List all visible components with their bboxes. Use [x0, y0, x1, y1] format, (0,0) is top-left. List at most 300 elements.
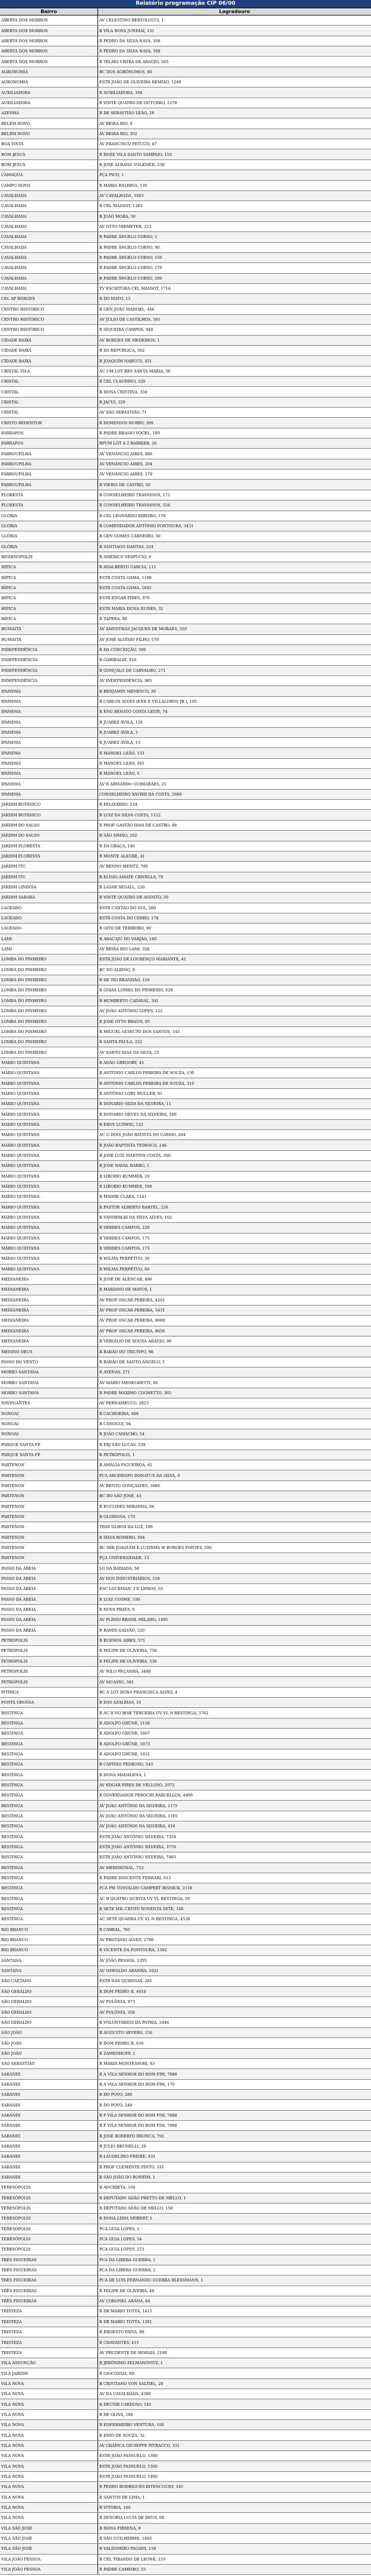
bairro-cell: MÁRIO QUINTANA — [0, 1234, 98, 1243]
table-row — [0, 1450, 371, 1460]
bairro-cell: NAVEGANTES — [0, 1398, 98, 1408]
logradouro-cell: R SETE MIL CENTO NOVENTA SETE, 140 — [99, 1907, 184, 1912]
bairro-cell: FARROUPILHA — [0, 469, 98, 479]
logradouro-cell: ESTR JOÃO ANTÔNIO SILVEIRA, 7318 — [99, 1834, 177, 1839]
logradouro-cell: R ANCHIETA, 160 — [99, 2185, 136, 2190]
table-row — [0, 459, 371, 469]
table-row — [0, 635, 371, 645]
bairro-cell: ABERTA DOS MORROS — [0, 15, 98, 25]
bairro-cell: HÍPICA — [0, 614, 98, 624]
bairro-cell: CEL AP BORGES — [0, 294, 98, 303]
logradouro-cell: R DOZE VILA SANTO SAMPAIO, 110 — [99, 152, 172, 157]
table-row — [0, 129, 371, 139]
table-row — [0, 2224, 371, 2234]
bairro-cell: RESTINGA — [0, 1914, 98, 1924]
bairro-cell: VILA NOVA — [0, 2441, 98, 2450]
logradouro-cell: R GIOCONDA, 89 — [99, 2371, 134, 2376]
bairro-cell: BELÉM NOVO — [0, 118, 98, 128]
table-row — [0, 1904, 371, 1914]
bairro-cell: TERESÓPOLIS — [0, 2234, 98, 2244]
logradouro-cell: R JOSÉ ALBANO VOLKMER, 230 — [99, 162, 165, 167]
table-header — [0, 8, 371, 15]
table-row — [0, 2131, 371, 2141]
bairro-cell: IPANEMA — [0, 779, 98, 788]
bairro-cell: MÁRIO QUINTANA — [0, 1192, 98, 1201]
logradouro-cell: R WILMA PERPÉTUO, 30 — [99, 1256, 150, 1262]
bairro-cell: CAVALHADA — [0, 253, 98, 262]
table-row — [0, 542, 371, 552]
bairro-cell: FARRAPOS — [0, 439, 98, 448]
logradouro-cell: R DOM PEDRO II, 4010 — [99, 1989, 146, 1994]
logradouro-cell: R SANTA PAULA, 222 — [99, 1040, 143, 1045]
logradouro-cell: R LIBORIO KUMMER, 20 — [99, 1173, 150, 1179]
logradouro-cell: PCA DA LIBERA GUERRA, 1 — [99, 2257, 156, 2262]
bairro-cell: VILA NOVA — [0, 2503, 98, 2512]
table-body — [0, 15, 371, 2576]
bairro-cell: SARANDI — [0, 2173, 98, 2182]
bairro-cell: RESTINGA — [0, 1894, 98, 1904]
bairro-cell: PARTENON — [0, 1553, 98, 1563]
bairro-cell: LOMBA DO PINHEIRO — [0, 965, 98, 975]
logradouro-cell: R CACHOEIRA, 488 — [99, 1411, 139, 1416]
bairro-cell: MÁRIO QUINTANA — [0, 1161, 98, 1170]
logradouro-cell: R JOSÉ LUIZ MARTINS COSTA, 306 — [99, 1153, 171, 1158]
bairro-cell: CAMAQUÃ — [0, 170, 98, 180]
bairro-cell: AGRONOMIA — [0, 77, 98, 87]
logradouro-cell: AV JOÃO ANTÔNIO LOPES, 122 — [99, 1009, 163, 1014]
logradouro-cell: R MARIA MONTESSORI, 83 — [99, 2061, 155, 2067]
table-row — [0, 2513, 371, 2523]
table-row — [0, 1811, 371, 1821]
table-row — [0, 2379, 371, 2389]
table-row — [0, 882, 371, 893]
logradouro-cell: AV VENÂNCIO AIRES, 178 — [99, 472, 153, 477]
table-row — [0, 1780, 371, 1791]
table-row — [0, 1336, 371, 1347]
logradouro-cell: R DO MATO, 13 — [99, 296, 131, 302]
bairro-cell: LAGEADO — [0, 903, 98, 913]
bairro-cell: CAVALHADA — [0, 274, 98, 283]
bairro-cell: LOMBA DO PINHEIRO — [0, 1047, 98, 1057]
bairro-cell: AGRONOMIA — [0, 67, 98, 77]
table-row — [0, 676, 371, 686]
logradouro-cell: ESTR JOÃO PASSUELO, 1400 — [99, 2474, 158, 2479]
bairro-cell: RESTINGA — [0, 1873, 98, 1883]
table-row — [0, 1120, 371, 1130]
logradouro-cell: R VALDOMIRO PAGANI, 150 — [99, 2546, 156, 2552]
logradouro-cell: R ARACAJÚ DO VARJÃO, 140 — [99, 936, 157, 941]
logradouro-cell: R GONÇALO DE CARVALHO, 271 — [99, 668, 166, 673]
bairro-cell: TRÊS FIGUEIRAS — [0, 2296, 98, 2306]
bairro-cell: CRISTAL — [0, 377, 98, 386]
logradouro-cell: ESTR JOÃO ANTÔNIO SILVEIRA, 7483 — [99, 1855, 177, 1860]
table-row — [0, 1140, 371, 1150]
bairro-cell: RESTINGA — [0, 1770, 98, 1779]
logradouro-cell: R MONTE ALEGRE, 41 — [99, 854, 145, 859]
table-row — [0, 1657, 371, 1667]
bairro-cell: HÍPICA — [0, 583, 98, 593]
bairro-cell: VILA JOÃO PESSOA — [0, 2555, 98, 2564]
bairro-cell: VILA NOVA — [0, 2389, 98, 2399]
logradouro-cell: R BENJAMIN MENESCO, 30 — [99, 688, 156, 694]
logradouro-cell: R JOSÉ OTTO BRAUN, 95 — [99, 1019, 150, 1024]
bairro-cell: RESTINGA — [0, 1749, 98, 1759]
bairro-cell: MÁRIO QUINTANA — [0, 1068, 98, 1078]
logradouro-cell: AV DOS INDUSTRIÁRIOS, 518 — [99, 1576, 160, 1582]
table-row — [0, 336, 371, 346]
logradouro-cell: R DOMINGOS RUBBO, 309 — [99, 420, 153, 425]
logradouro-cell: AV BENTO GONÇALVES, 3480 — [99, 1483, 160, 1488]
table-row — [0, 934, 371, 944]
logradouro-cell: R PADRE ÂNGELO CORSO, 90 — [99, 245, 160, 250]
table-row — [0, 717, 371, 727]
bairro-cell: TRISTEZA — [0, 2327, 98, 2337]
bairro-cell: LOMBA DO PINHEIRO — [0, 954, 98, 964]
table-row — [0, 666, 371, 676]
logradouro-cell: R DE SEBASTIÃO LEÃO, 28 — [99, 111, 155, 116]
logradouro-cell: R DEPUTADO ADÃO DE MELLO, 150 — [99, 2206, 173, 2211]
table-row — [0, 1254, 371, 1264]
bairro-cell: AUXILIADORA — [0, 87, 98, 97]
table-row — [0, 1316, 371, 1326]
table-row — [0, 1016, 371, 1026]
table-row — [0, 552, 371, 562]
logradouro-cell: R ADOLFO GRÜNE, 1156 — [99, 1720, 150, 1726]
logradouro-cell: R CEL LEONARDO RIBEIRO, 178 — [99, 513, 166, 518]
bairro-cell: SARANDI — [0, 2131, 98, 2140]
table-row — [0, 697, 371, 707]
bairro-cell: HIGIENÓPOLIS — [0, 552, 98, 562]
table-row — [0, 57, 371, 67]
logradouro-cell: R CHAVANTES, 415 — [99, 2340, 139, 2345]
bairro-cell: PARTENON — [0, 1460, 98, 1470]
bairro-cell: CIDADE BAIXA — [0, 356, 98, 365]
table-row — [0, 2028, 371, 2038]
table-row — [0, 1925, 371, 1935]
bairro-cell: PETRÓPOLIS — [0, 1677, 98, 1686]
table-row — [0, 1677, 371, 1687]
logradouro-cell: AV PROTÁSIO ALVES, 2700 — [99, 1938, 154, 1943]
bairro-cell: JARDIM DO SALSO — [0, 831, 98, 840]
logradouro-cell: R ADOLFO GRÜNE, 1067 — [99, 1731, 150, 1736]
logradouro-cell: R JUAREZ ÁVILA, 13 — [99, 740, 140, 746]
logradouro-cell: R PEDRO DA SILVA NAVA, 108 — [99, 49, 161, 54]
table-row — [0, 2524, 371, 2534]
bairro-cell: MORRO SANTANA — [0, 1367, 98, 1377]
table-row — [0, 263, 371, 273]
logradouro-cell: R LAUDELINO FREIRE, 431 — [99, 2154, 156, 2159]
table-row — [0, 232, 371, 242]
logradouro-cell: R DA REPÚBLICA, 382 — [99, 348, 145, 353]
bairro-cell: FARROUPILHA — [0, 459, 98, 469]
logradouro-cell: R CRISTIANO VON SALTIEL, 20 — [99, 2381, 164, 2386]
bairro-cell: MEDIANEIRA — [0, 1316, 98, 1325]
table-row — [0, 1667, 371, 1677]
bairro-cell: JARDIM SABARÁ — [0, 893, 98, 902]
table-row — [0, 108, 371, 118]
bairro-cell: INDEPENDÊNCIA — [0, 655, 98, 665]
logradouro-cell: PCA GUIA LOPES, 54 — [99, 2237, 142, 2242]
bairro-cell: VILA JOÃO PESSOA — [0, 2565, 98, 2574]
table-row — [0, 1574, 371, 1584]
table-row — [0, 903, 371, 913]
bairro-cell: CRISTAL — [0, 408, 98, 417]
bairro-cell: VILA JARDIM — [0, 2368, 98, 2378]
logradouro-cell: BC DO ALBINO, 8 — [99, 967, 135, 972]
logradouro-cell: AV DA CAVALHADA, 4380 — [99, 2392, 151, 2397]
logradouro-cell: R ERNY LUDWIG, 122 — [99, 1122, 144, 1127]
table-row — [0, 728, 371, 738]
logradouro-cell: TV ESCRITORA CEL MASSOT, 1714 — [99, 286, 171, 292]
logradouro-cell: RPUM LOT A 2 BARRIER, 26 — [99, 441, 157, 446]
logradouro-cell: R ENG RENATO COSTA LEITE, 74 — [99, 709, 168, 715]
bairro-cell: CRISTAL — [0, 387, 98, 396]
table-row — [0, 2430, 371, 2440]
table-row — [0, 831, 371, 841]
logradouro-cell: R ZAMENHOFF, 1 — [99, 2051, 136, 2056]
bairro-cell: MÁRIO QUINTANA — [0, 1140, 98, 1150]
table-row — [0, 686, 371, 696]
logradouro-cell: R JERÔNIMO ZELMANOVITZ, 1 — [99, 2361, 163, 2366]
logradouro-cell: AV FRANCISCO PETUCO, 47 — [99, 142, 157, 147]
logradouro-cell: R DEUSIR CARDOSO, 145 — [99, 2402, 152, 2407]
bairro-cell: MÁRIO QUINTANA — [0, 1151, 98, 1160]
bairro-cell: JARDIM BOTÂNICO — [0, 810, 98, 819]
table-row — [0, 1502, 371, 1512]
logradouro-cell: R MANOEL LEÃO, 5 — [99, 771, 140, 777]
logradouro-cell: ESTR COSTA GAMA, 1188 — [99, 575, 152, 580]
logradouro-cell: R SANTIAGO DANTAS, 224 — [99, 544, 154, 549]
table-row — [0, 624, 371, 634]
table-row — [0, 1956, 371, 1966]
bairro-cell: VILA NOVA — [0, 2379, 98, 2389]
bairro-cell: JARDIM FLORESTA — [0, 841, 98, 851]
table-row — [0, 1481, 371, 1491]
bairro-cell: LOMBA DO PINHEIRO — [0, 985, 98, 995]
logradouro-cell: PÇA PICO, 1 — [99, 173, 124, 178]
logradouro-cell: R ERJ SÃO LUCAS, 539 — [99, 1442, 146, 1447]
logradouro-cell: AV AMYNTHAS JACQUES DE MORAES, 310 — [99, 627, 187, 632]
bairro-cell: TRISTEZA — [0, 2317, 98, 2327]
bairro-cell: PARTENON — [0, 1512, 98, 1522]
table-row — [0, 1347, 371, 1357]
bairro-cell: IPANEMA — [0, 738, 98, 747]
logradouro-cell: R FELIZARDO, 124 — [99, 802, 137, 807]
table-row — [0, 521, 371, 531]
logradouro-cell: R FELIPE DE OLIVEIRA, 40 — [99, 2288, 155, 2293]
bairro-cell: MENINO DEUS — [0, 1347, 98, 1356]
table-row — [0, 2059, 371, 2069]
bairro-cell: PARQUE SANTA FÉ — [0, 1450, 98, 1460]
bairro-cell: TERESÓPOLIS — [0, 2183, 98, 2192]
table-row — [0, 2162, 371, 2173]
table-row — [0, 1636, 371, 1646]
table-row — [0, 893, 371, 903]
table-row — [0, 2214, 371, 2224]
table-row — [0, 1099, 371, 1109]
logradouro-cell: R TELMO VIEIRA DE ARAÚJO, 565 — [99, 59, 169, 64]
bairro-cell: LOMBA DO PINHEIRO — [0, 1006, 98, 1016]
bairro-cell: MEDIANEIRA — [0, 1326, 98, 1336]
table-row — [0, 118, 371, 129]
logradouro-cell: AV BORGES DE MEDEIROS, 1 — [99, 337, 160, 343]
bairro-cell: PASSO DA AREIA — [0, 1584, 98, 1594]
bairro-cell: RESTINGA — [0, 1760, 98, 1769]
bairro-cell: PARTENON — [0, 1491, 98, 1501]
logradouro-cell: R JOÃO MORA, 50 — [99, 214, 136, 219]
table-row — [0, 1408, 371, 1419]
table-row — [0, 2265, 371, 2275]
bairro-cell: SARANDI — [0, 2121, 98, 2130]
logradouro-cell: R ENFERMEIRO VENTURA, 100 — [99, 2422, 164, 2428]
table-row — [0, 593, 371, 603]
logradouro-cell: R TAPERA, 80 — [99, 616, 127, 622]
logradouro-cell: R BARÃO DO TRIUNFO, 98 — [99, 1349, 153, 1354]
table-row — [0, 2503, 371, 2513]
logradouro-cell: R GLORIOSA, 170 — [99, 1514, 136, 1520]
table-row — [0, 1264, 371, 1275]
logradouro-cell: R GARIBALDI, 816 — [99, 658, 137, 663]
logradouro-cell: AV PROF OSCAR PEREIRA, 4201 — [99, 1297, 165, 1303]
table-row — [0, 1203, 371, 1213]
table-row — [0, 2173, 371, 2183]
logradouro-cell: R LASAR SEGALL, 250 — [99, 885, 145, 890]
table-row — [0, 1161, 371, 1171]
logradouro-cell: R DE OLIVA, 180 — [99, 2412, 133, 2417]
logradouro-cell: R PROF CLEMENTE PINTO, 331 — [99, 2164, 164, 2170]
logradouro-cell: R DAS AZALEIAS, 10 — [99, 1700, 142, 1705]
bairro-cell: MEDIANEIRA — [0, 1275, 98, 1284]
bairro-cell: PONTA GROSSA — [0, 1698, 98, 1707]
table-row — [0, 985, 371, 996]
logradouro-cell: R DONARIO SILVA DA SILVEIRA, 11 — [99, 1101, 171, 1107]
table-row — [0, 944, 371, 954]
logradouro-cell: R SILVA ROMERO, 504 — [99, 1535, 145, 1540]
bairro-cell: RESTINGA — [0, 1791, 98, 1800]
bairro-cell: ABERTA DOS MORROS — [0, 26, 98, 35]
table-row — [0, 2461, 371, 2471]
bairro-cell: SARANDI — [0, 2080, 98, 2089]
table-row — [0, 2090, 371, 2100]
bairro-cell: SÃO SEBASTIÃO — [0, 2059, 98, 2068]
logradouro-cell: R ERNESTO PAIVA, 80 — [99, 2330, 144, 2335]
bairro-cell: MEDIANEIRA — [0, 1295, 98, 1305]
table-row — [0, 2049, 371, 2059]
table-row — [0, 1749, 371, 1760]
logradouro-cell: R VINTE QUATRO DE AGOSTO, 30 — [99, 895, 169, 900]
table-row — [0, 387, 371, 397]
bairro-cell: IPANEMA — [0, 759, 98, 768]
table-row — [0, 1883, 371, 1893]
table-row — [0, 2193, 371, 2203]
bairro-cell: MÁRIO QUINTANA — [0, 1203, 98, 1212]
bairro-cell: INDEPENDÊNCIA — [0, 645, 98, 655]
bairro-cell: JARDIM BOTÂNICO — [0, 800, 98, 809]
bairro-cell: IPANEMA — [0, 697, 98, 706]
table-row — [0, 1821, 371, 1832]
bairro-cell: INDEPENDÊNCIA — [0, 666, 98, 675]
logradouro-cell: R PADRE MAXIMO COGHETTO, 365 — [99, 1390, 172, 1395]
bairro-cell: MÁRIO QUINTANA — [0, 1130, 98, 1140]
logradouro-cell: AV NILO PEÇANHA, 3480 — [99, 1669, 151, 1674]
logradouro-cell: R VANDERLEI DA SILVA ALVES, 102 — [99, 1215, 172, 1220]
table-row — [0, 149, 371, 159]
table-row — [0, 841, 371, 852]
bairro-cell: CRISTAL VILA — [0, 367, 98, 376]
table-row — [0, 2234, 371, 2245]
bairro-cell: RIO BRANCO — [0, 1935, 98, 1945]
bairro-cell: RESTINGA — [0, 1719, 98, 1728]
logradouro-cell: R DONA CRISTINA, 334 — [99, 389, 147, 395]
table-row — [0, 1006, 371, 1016]
logradouro-cell: R JOSÉ DE ALENCAR, 896 — [99, 1277, 152, 1282]
bairro-cell: SANTANA — [0, 1966, 98, 1976]
table-row — [0, 1275, 371, 1285]
bairro-cell: PETRÓPOLIS — [0, 1657, 98, 1666]
report-title: Relatório programação CIP 06/00 — [0, 0, 371, 8]
bairro-cell: ABERTA DOS MORROS — [0, 46, 98, 56]
bairro-cell: CAVALHADA — [0, 263, 98, 273]
table-row — [0, 1295, 371, 1306]
logradouro-cell: AC UM LOT RES SANTA MARIA, 36 — [99, 368, 171, 374]
bairro-cell: PASSO DA AREIA — [0, 1595, 98, 1604]
table-row — [0, 2482, 371, 2492]
bairro-cell: CENTRO HISTÓRICO — [0, 305, 98, 314]
logradouro-cell: ESTR JOÃO PASSUELO, 1300 — [99, 2464, 158, 2469]
bairro-cell: SÃO CAETANO — [0, 1976, 98, 1986]
bairro-cell: CENTRO HISTÓRICO — [0, 325, 98, 334]
logradouro-cell: R DA GRAÇA, 146 — [99, 843, 135, 849]
logradouro-cell: R F VILA SENHOR DO BOM FIM, 7888 — [99, 2123, 177, 2129]
table-row — [0, 1842, 371, 1852]
table-row — [0, 2358, 371, 2368]
table-row — [0, 1646, 371, 1656]
bairro-cell: PASSO DA AREIA — [0, 1615, 98, 1625]
bairro-cell: CAVALHADA — [0, 212, 98, 221]
table-row — [0, 996, 371, 1006]
logradouro-cell: R VERDES CAMPOS, 173 — [99, 1246, 150, 1251]
table-row — [0, 1367, 371, 1378]
table-row — [0, 1491, 371, 1501]
logradouro-cell: R SIQUEIRA CAMPOS, 940 — [99, 327, 153, 333]
logradouro-cell: R DOM PEDRO II, 616 — [99, 2040, 144, 2046]
bairro-cell: RESTINGA — [0, 1832, 98, 1842]
table-row — [0, 36, 371, 46]
logradouro-cell: BC DO SÃO JOSÉ, 43 — [99, 1494, 142, 1499]
bairro-cell: VILA NOVA — [0, 2410, 98, 2420]
logradouro-cell: R ADALBERTO GARCIA, 111 — [99, 565, 156, 570]
table-row — [0, 1522, 371, 1532]
logradouro-cell: R OITO DE TERREIRO, 90 — [99, 926, 152, 931]
table-row — [0, 1987, 371, 1997]
logradouro-cell: R VERDES CAMPOS, 220 — [99, 1225, 150, 1231]
bairro-cell: CENTRO HISTÓRICO — [0, 315, 98, 324]
table-row — [0, 490, 371, 500]
table-row — [0, 87, 371, 98]
table-row — [0, 2275, 371, 2286]
table-row — [0, 2472, 371, 2482]
table-row — [0, 46, 371, 57]
bairro-cell: VILA SÃO JOSÉ — [0, 2534, 98, 2543]
table-row — [0, 408, 371, 418]
table-row — [0, 1605, 371, 1615]
logradouro-cell: R SÃO JOÃO DO BONFIM, 1 — [99, 2175, 156, 2180]
logradouro-cell: AV PROF OSCAR PEREIRA, 8680 — [99, 1318, 165, 1323]
bairro-cell: MÁRIO QUINTANA — [0, 1223, 98, 1232]
bairro-cell: CIDADE BAIXA — [0, 336, 98, 345]
table-row — [0, 1470, 371, 1481]
table-row — [0, 439, 371, 449]
